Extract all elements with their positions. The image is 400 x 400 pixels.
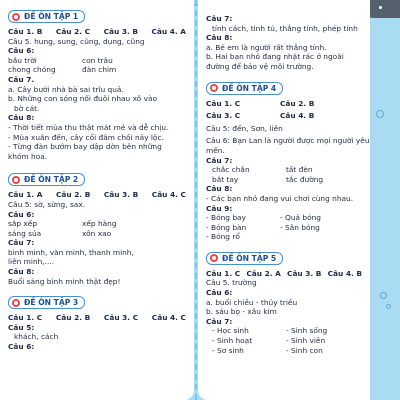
answer-line: b. Những con sóng nối đuôi nhau xô vào (8, 94, 158, 104)
answer-line: Câu 5: đến, Sơn, liên (206, 123, 283, 133)
word-pair: - Bóng rổ (206, 232, 240, 242)
question-label: Câu 8: (206, 33, 233, 43)
question-label: Câu 6: (206, 288, 233, 298)
left-column (0, 0, 194, 400)
answer-line: a. Bé em là người rất thẳng tính. (206, 42, 327, 52)
word-pair: - Bóng bay - Quả bóng (206, 213, 321, 223)
answer-row: Câu 1. B Câu 2. C Câu 3. B Câu 4. A (8, 27, 186, 36)
word-pair: - Sinh hoạt - Sinh viên (212, 336, 326, 346)
question-label: Câu 9: (206, 203, 233, 213)
word-pair: chong chóng đàn chim (8, 65, 117, 75)
answer-line: Buổi sáng bình minh thật đẹp! (8, 276, 121, 286)
answer-line: - Từng đàn bướm bay dập dờn bên những (8, 142, 162, 152)
answer-line: Câu 5. hung, sung, cũng, dụng, cũng (8, 36, 145, 46)
section-header: ĐỀ ÔN TẬP 1 (8, 10, 85, 23)
answer-row: Câu 1. C Câu 2. B Câu 3. C Câu 4. C (8, 313, 186, 323)
whale-eye (379, 6, 382, 9)
answer-row: Câu 1. A Câu 2. B Câu 3. B Câu 4. C (8, 190, 186, 200)
answer-line: mến. (206, 145, 225, 155)
answer-line: b. Hai bạn nhỏ đang nhặt rác ở ngoài (206, 52, 344, 62)
word-pair: bầu trời con trâu (8, 55, 113, 65)
bullet-icon (12, 299, 20, 307)
question-label: Câu 7. (8, 74, 35, 84)
bubble-icon (386, 304, 391, 309)
bullet-icon (12, 176, 20, 184)
answer-line: - Thời tiết mùa thu thật mát mẻ và dễ chịu. (8, 122, 169, 132)
answer-line: Câu 5. trường (206, 278, 257, 288)
word-pair: chắc chắn tất đèn (212, 165, 313, 175)
bullet-icon (210, 254, 218, 262)
word-pair: sáng sủa xôn xao (8, 228, 112, 238)
answer-line: Câu 6: Bạn Lan là người được mọi người yêu (206, 136, 370, 146)
question-label: Câu 6: (8, 342, 35, 352)
word-pair: - Học sinh - Sinh sống (212, 326, 328, 336)
answer-line: khóm hoa. (8, 151, 48, 161)
word-pair: - Sơ sinh - Sinh con (212, 345, 323, 355)
section-header: ĐỀ ÔN TẬP 4 (206, 82, 283, 95)
answer-row: Câu 1. C Câu 2. B (206, 98, 315, 108)
answer-line: - Mùa xuân đến, cây cối đâm chồi nảy lộc. (8, 132, 164, 142)
answer-line: b. sáu bọ - xâu kim (206, 307, 277, 317)
word-pair: bắt tay tắc đường (212, 174, 324, 184)
question-label: Câu 7: (206, 14, 233, 23)
bullet-icon (12, 13, 20, 21)
question-label: Câu 8: (8, 113, 35, 123)
section-header: ĐỀ ÔN TẬP 3 (8, 296, 85, 309)
question-label: Câu 7: (206, 316, 233, 326)
answer-row: Câu 3. C Câu 4. B (206, 111, 315, 121)
column-divider (195, 0, 197, 400)
question-label: Câu 6: (8, 209, 35, 219)
word-pair: - Bóng bàn - Sân bóng (206, 222, 320, 232)
question-label: Câu 8: (8, 267, 35, 277)
question-label: Câu 7: (206, 155, 233, 165)
answer-line: khách, cách (14, 332, 59, 342)
answer-line: liên minh,.... (8, 257, 55, 267)
answer-line: a. Cây bưởi nhà bà sai trĩu quả. (8, 84, 124, 94)
bullet-icon (210, 84, 218, 92)
answer-line: a. buổi chiều - thủy triều (206, 297, 298, 307)
answer-line: bình minh, văn minh, thanh minh, (8, 247, 134, 257)
section-header: ĐỀ ÔN TẬP 2 (8, 173, 85, 186)
question-label: Câu 8: (206, 184, 233, 194)
word-pair: sắp xếp xếp hàng (8, 219, 117, 229)
question-label: Câu 5: (8, 322, 35, 332)
bubble-icon (380, 292, 387, 299)
answer-row: Câu 1. C Câu 2. A Câu 3. B Câu 4. B (206, 268, 362, 278)
bubble-icon (376, 110, 384, 118)
answer-line: bờ cát. (14, 103, 40, 113)
answer-line: tính cách, tinh tú, thẳng tính, phép tính (212, 23, 358, 33)
answer-line: đường để bảo vệ môi trường. (206, 61, 314, 71)
answer-line: Câu 5: sờ, sừng, sax. (8, 199, 86, 209)
answer-line: - Các bạn nhỏ đang vui chơi cùng nhau. (206, 193, 354, 203)
right-column (198, 0, 370, 400)
question-label: Câu 7: (8, 238, 35, 248)
question-label: Câu 6: (8, 46, 35, 56)
section-header: ĐỀ ÔN TẬP 5 (206, 252, 283, 265)
